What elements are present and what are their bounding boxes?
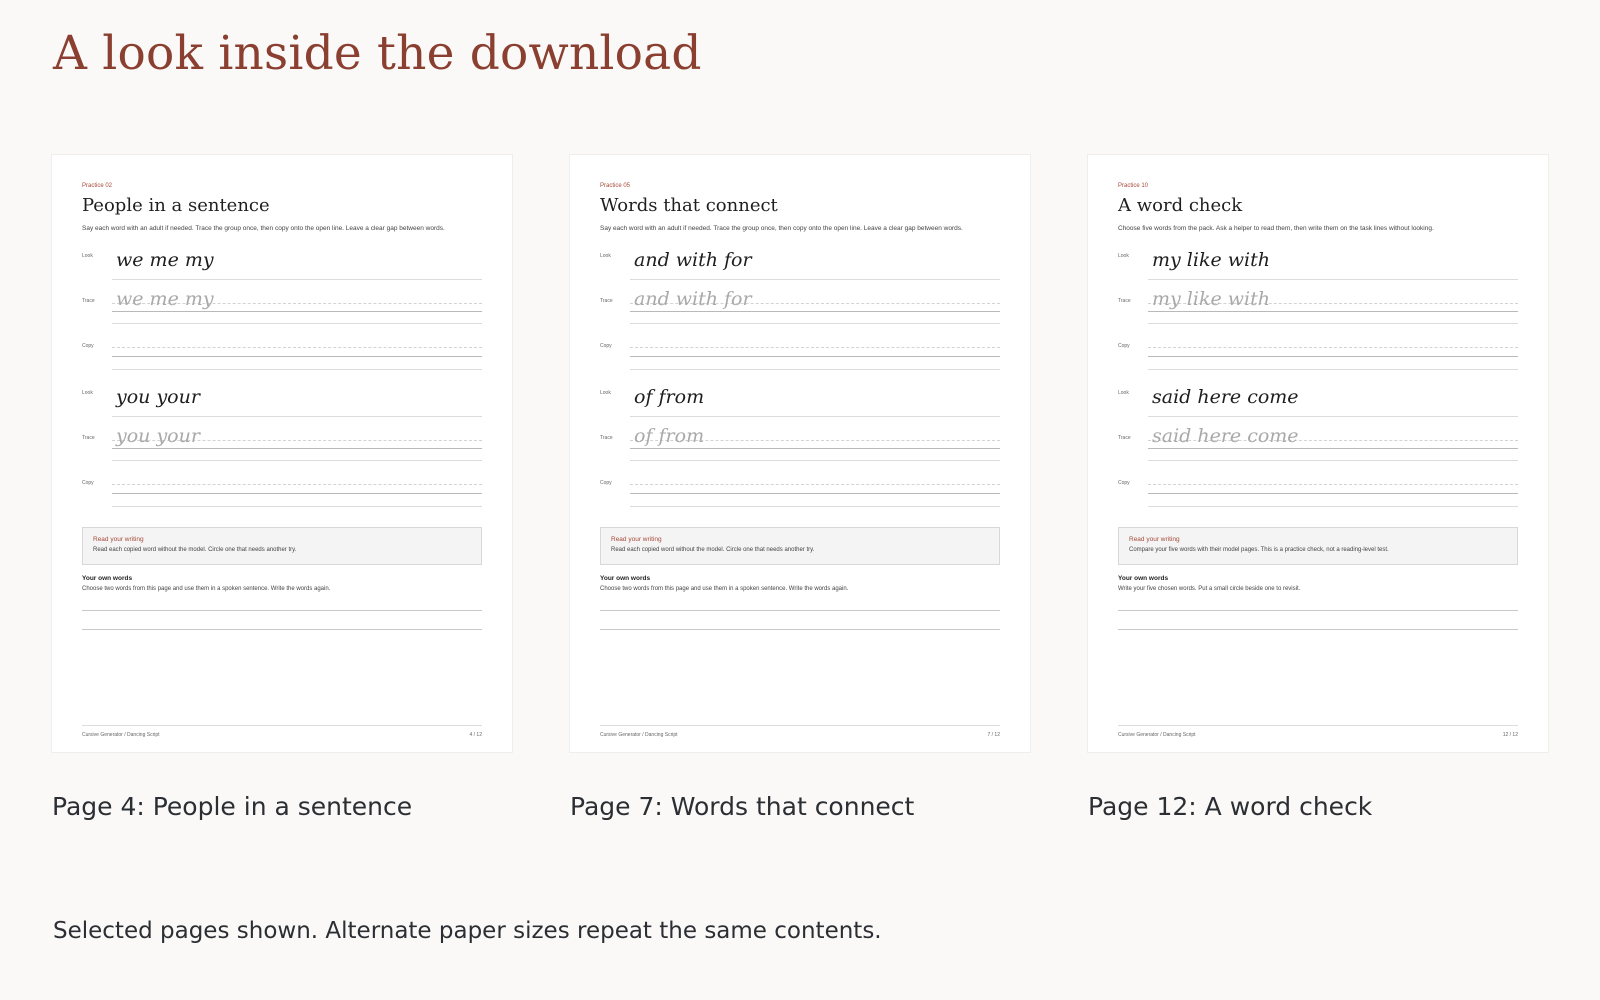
worksheet-intro: Say each word with an adult if needed. Trace the group once, then copy onto the open line. Leave a clear gap between words. bbox=[600, 225, 963, 232]
trace-row bbox=[600, 290, 1000, 335]
row-label-look: Look bbox=[82, 253, 93, 259]
read-your-writing-box bbox=[1118, 527, 1518, 565]
practice-group bbox=[600, 245, 1000, 382]
practice-label: Practice 10 bbox=[1118, 183, 1149, 189]
model-words: said here come bbox=[1152, 386, 1299, 408]
footer-source: Cursive Generator / Dancing Script bbox=[82, 732, 160, 738]
preview-caption: Page 7: Words that connect bbox=[570, 792, 915, 821]
model-words: of from bbox=[634, 386, 705, 408]
worksheet-footer bbox=[1118, 725, 1518, 738]
read-box-text: Compare your five words with their model pages. This is a practice check, not a reading-level test. bbox=[1129, 547, 1389, 553]
footer-source: Cursive Generator / Dancing Script bbox=[600, 732, 678, 738]
writing-line bbox=[600, 629, 1000, 630]
read-box-title: Read your writing bbox=[611, 536, 662, 543]
worksheet-title: People in a sentence bbox=[82, 195, 270, 216]
row-label-copy: Copy bbox=[1118, 343, 1130, 349]
own-words-title: Your own words bbox=[1118, 575, 1169, 582]
writing-line bbox=[1118, 610, 1518, 611]
worksheet-footer bbox=[600, 725, 1000, 738]
page-title: A look inside the download bbox=[53, 26, 702, 81]
read-your-writing-box bbox=[600, 527, 1000, 565]
page-previews bbox=[52, 155, 1552, 835]
row-label-look: Look bbox=[82, 390, 93, 396]
practice-group bbox=[82, 382, 482, 519]
row-label-copy: Copy bbox=[600, 343, 612, 349]
worksheet-thumbnail[interactable] bbox=[1088, 155, 1548, 752]
worksheet-thumbnail[interactable] bbox=[52, 155, 512, 752]
page-preview bbox=[52, 155, 512, 821]
own-words-text: Write your five chosen words. Put a small circle beside one to revisit. bbox=[1118, 586, 1301, 592]
look-row bbox=[600, 382, 1000, 427]
own-words-title: Your own words bbox=[600, 575, 651, 582]
look-row bbox=[82, 245, 482, 290]
trace-row bbox=[1118, 427, 1518, 472]
read-box-text: Read each copied word without the model. Circle one that needs another try. bbox=[93, 547, 297, 553]
preview-caption: Page 4: People in a sentence bbox=[52, 792, 413, 821]
row-label-trace: Trace bbox=[1118, 298, 1131, 304]
own-words-text: Choose two words from this page and use them in a spoken sentence. Write the words again. bbox=[600, 586, 849, 592]
model-words: we me my bbox=[116, 249, 214, 271]
model-words: my like with bbox=[1152, 249, 1270, 271]
worksheet-thumbnail[interactable] bbox=[570, 155, 1030, 752]
row-label-copy: Copy bbox=[1118, 480, 1130, 486]
worksheet-intro: Say each word with an adult if needed. Trace the group once, then copy onto the open line. Leave a clear gap between words. bbox=[82, 225, 445, 232]
look-row bbox=[82, 382, 482, 427]
model-words: you your bbox=[116, 386, 200, 408]
own-words-text: Choose two words from this page and use them in a spoken sentence. Write the words again. bbox=[82, 586, 331, 592]
trace-row bbox=[1118, 290, 1518, 335]
look-row bbox=[600, 245, 1000, 290]
practice-group bbox=[600, 382, 1000, 519]
row-label-look: Look bbox=[1118, 253, 1129, 259]
trace-words: you your bbox=[116, 425, 200, 447]
trace-words: and with for bbox=[634, 288, 752, 310]
row-label-trace: Trace bbox=[82, 298, 95, 304]
row-label-trace: Trace bbox=[600, 298, 613, 304]
writing-line bbox=[82, 629, 482, 630]
row-label-look: Look bbox=[600, 253, 611, 259]
read-box-text: Read each copied word without the model. Circle one that needs another try. bbox=[611, 547, 815, 553]
row-label-trace: Trace bbox=[600, 435, 613, 441]
model-words: and with for bbox=[634, 249, 752, 271]
trace-row bbox=[600, 427, 1000, 472]
look-row bbox=[1118, 382, 1518, 427]
read-your-writing-box bbox=[82, 527, 482, 565]
row-label-trace: Trace bbox=[82, 435, 95, 441]
copy-row bbox=[1118, 335, 1518, 380]
practice-group bbox=[1118, 382, 1518, 519]
footer-page-number: 12 / 12 bbox=[1502, 732, 1518, 738]
row-label-copy: Copy bbox=[600, 480, 612, 486]
row-label-look: Look bbox=[600, 390, 611, 396]
trace-row bbox=[82, 427, 482, 472]
writing-line bbox=[600, 610, 1000, 611]
worksheet-title: Words that connect bbox=[600, 195, 778, 216]
copy-row bbox=[82, 335, 482, 380]
trace-words: my like with bbox=[1152, 288, 1270, 310]
copy-row bbox=[82, 472, 482, 517]
trace-row bbox=[82, 290, 482, 335]
worksheet-footer bbox=[82, 725, 482, 738]
footnote: Selected pages shown. Alternate paper sizes repeat the same contents. bbox=[53, 918, 882, 944]
trace-words: said here come bbox=[1152, 425, 1299, 447]
row-label-trace: Trace bbox=[1118, 435, 1131, 441]
row-label-copy: Copy bbox=[82, 343, 94, 349]
writing-line bbox=[82, 610, 482, 611]
copy-row bbox=[1118, 472, 1518, 517]
worksheet-title: A word check bbox=[1118, 195, 1243, 216]
practice-label: Practice 05 bbox=[600, 183, 631, 189]
preview-caption: Page 12: A word check bbox=[1088, 792, 1373, 821]
page-preview bbox=[570, 155, 1030, 821]
row-label-look: Look bbox=[1118, 390, 1129, 396]
read-box-title: Read your writing bbox=[1129, 536, 1180, 543]
row-label-copy: Copy bbox=[82, 480, 94, 486]
copy-row bbox=[600, 335, 1000, 380]
practice-group bbox=[82, 245, 482, 382]
look-row bbox=[1118, 245, 1518, 290]
own-words-title: Your own words bbox=[82, 575, 133, 582]
read-box-title: Read your writing bbox=[93, 536, 144, 543]
trace-words: we me my bbox=[116, 288, 214, 310]
copy-row bbox=[600, 472, 1000, 517]
writing-line bbox=[1118, 629, 1518, 630]
footer-page-number: 4 / 12 bbox=[469, 732, 482, 738]
footer-page-number: 7 / 12 bbox=[987, 732, 1000, 738]
footer-source: Cursive Generator / Dancing Script bbox=[1118, 732, 1196, 738]
worksheet-intro: Choose five words from the pack. Ask a helper to read them, then write them on the task lines without looking. bbox=[1118, 225, 1434, 232]
practice-label: Practice 02 bbox=[82, 183, 113, 189]
practice-group bbox=[1118, 245, 1518, 382]
page-preview bbox=[1088, 155, 1548, 821]
trace-words: of from bbox=[634, 425, 705, 447]
